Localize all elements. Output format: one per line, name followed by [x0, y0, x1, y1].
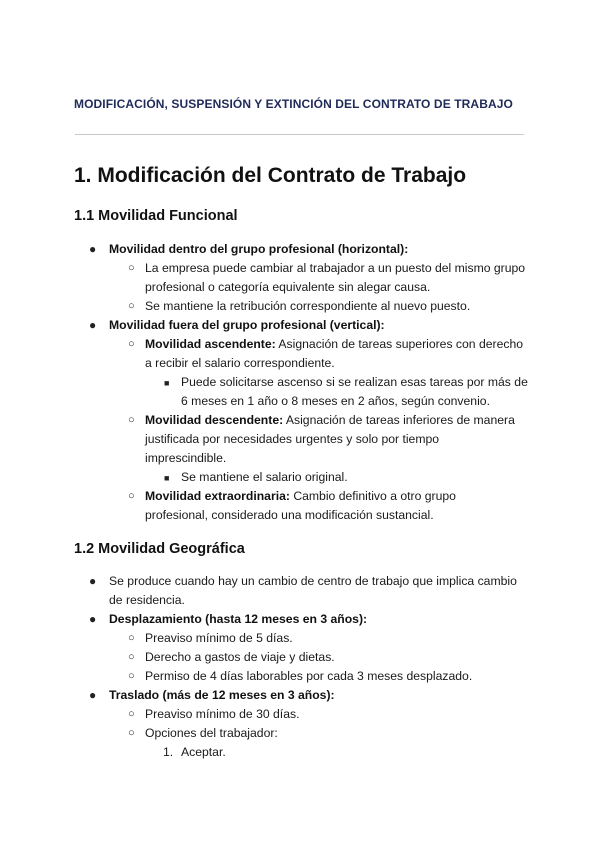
bullet-disc: ●: [89, 688, 97, 702]
list-item: Permiso de 4 días laborables por cada 3 meses desplazado.: [145, 669, 473, 683]
bullet-disc: ●: [89, 612, 97, 626]
desplazamiento-label: Desplazamiento (hasta 12 meses en 3 años):: [109, 612, 368, 626]
list-item: Derecho a gastos de viaje y dietas.: [145, 650, 335, 664]
bullet-circle: ○: [128, 670, 135, 682]
document-header: MODIFICACIÓN, SUSPENSIÓN Y EXTINCIÓN DEL CONTRATO DE TRABAJO: [74, 97, 513, 111]
list-item: Se mantiene la retribución correspondiente al nuevo puesto.: [145, 299, 471, 313]
bullet-square: ■: [164, 473, 170, 483]
header-divider: [75, 134, 524, 135]
list-item: Preaviso mínimo de 5 días.: [145, 631, 293, 645]
list-item-descendente: Movilidad descendente: Asignación de tareas inferiores de manera: [145, 413, 515, 427]
horizontal-label: Movilidad dentro del grupo profesional (horizontal):: [109, 242, 409, 256]
list-item: Se produce cuando hay un cambio de centro de trabajo que implica cambio: [109, 574, 517, 588]
list-item: Puede solicitarse ascenso si se realizan esas tareas por más de: [181, 375, 528, 389]
vertical-label: Movilidad fuera del grupo profesional (vertical):: [109, 318, 385, 332]
list-item: Opciones del trabajador:: [145, 726, 278, 740]
bullet-circle: ○: [128, 300, 135, 312]
list-item-continuation: imprescindible.: [145, 451, 227, 465]
bullet-circle: ○: [128, 708, 135, 720]
bullet-circle: ○: [128, 632, 135, 644]
bullet-disc: ●: [89, 242, 97, 256]
list-item-extraordinaria: Movilidad extraordinaria: Cambio definitivo a otro grupo: [145, 489, 456, 503]
list-item-continuation: 6 meses en 1 año o 8 meses en 2 años, según convenio.: [181, 394, 490, 408]
bullet-disc: ●: [89, 318, 97, 332]
bullet-circle: ○: [128, 414, 135, 426]
list-item-continuation: de residencia.: [109, 593, 185, 607]
list-item-continuation: a recibir el salario correspondiente.: [145, 356, 335, 370]
list-item: La empresa puede cambiar al trabajador a un puesto del mismo grupo: [145, 261, 526, 275]
list-item: Aceptar.: [181, 745, 226, 759]
bullet-circle: ○: [128, 262, 135, 274]
subsection-title-funcional: 1.1 Movilidad Funcional: [74, 208, 238, 224]
list-item-continuation: profesional, considerado una modificación sustancial.: [145, 508, 434, 522]
bullet-disc: ●: [89, 574, 97, 588]
subsection-title-geografica: 1.2 Movilidad Geográfica: [74, 541, 245, 557]
list-item-continuation: justificada por necesidades urgentes y solo por tiempo: [145, 432, 440, 446]
traslado-label: Traslado (más de 12 meses en 3 años):: [109, 688, 335, 702]
bullet-circle: ○: [128, 651, 135, 663]
section-title: 1. Modificación del Contrato de Trabajo: [74, 164, 467, 187]
ordered-number: 1.: [163, 745, 174, 759]
list-item: Se mantiene el salario original.: [181, 470, 348, 484]
list-item-continuation: profesional o categoría equivalente sin alegar causa.: [145, 280, 431, 294]
bullet-circle: ○: [128, 490, 135, 502]
list-item-ascendente: Movilidad ascendente: Asignación de tareas superiores con derecho: [145, 337, 524, 351]
list-item: Preaviso mínimo de 30 días.: [145, 707, 300, 721]
bullet-square: ■: [164, 378, 170, 388]
bullet-circle: ○: [128, 338, 135, 350]
bullet-circle: ○: [128, 727, 135, 739]
